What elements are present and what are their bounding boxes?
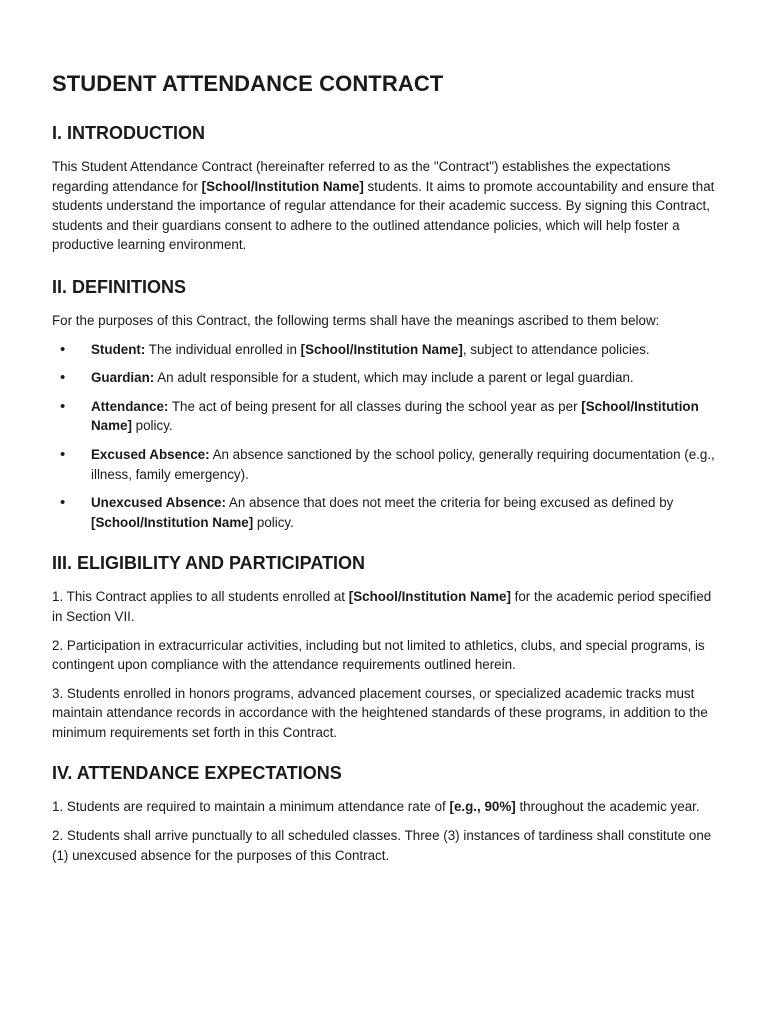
text: 1. Students are required to maintain a minimum attendance rate of [52, 799, 450, 815]
section-heading: III. ELIGIBILITY AND PARTICIPATION [52, 553, 366, 574]
text: The individual enrolled in [145, 341, 301, 357]
section-eligibility [52, 551, 722, 742]
placeholder-text: [e.g., 90%] [449, 799, 516, 815]
paragraph: For the purposes of this Contract, the following terms shall have the meanings ascribed to them below: [52, 312, 660, 328]
paragraph: 3. Students enrolled in honors programs, advanced placement courses, or specialized academic tracks must maintain attendance records in accordance with the heightened standards of these programs, in addition to the minimum requirements set forth in this Contract. [52, 685, 708, 740]
document-title: STUDENT ATTENDANCE CONTRACT [52, 71, 444, 96]
placeholder-text: [School/Institution Name] [91, 398, 699, 434]
text: students. It aims to promote accountability and ensure that students understand the importance of regular attendance for their academic success. By signing this Contract, students and their guardians consent to adhere to the outlined attendance policies, which will help foster a productive learning environment. [52, 178, 715, 253]
list-item [52, 493, 722, 532]
text: policy. [131, 418, 173, 434]
paragraph [52, 797, 722, 817]
placeholder-text: [School/Institution Name] [348, 589, 511, 605]
paragraph [52, 157, 722, 255]
section-heading: I. INTRODUCTION [52, 123, 205, 143]
section-heading: II. DEFINITIONS [52, 276, 187, 297]
bullet-icon: • [60, 494, 66, 512]
bullet-icon: • [60, 340, 66, 358]
document-page [52, 70, 722, 887]
list-item [52, 397, 722, 436]
bullet-icon: • [60, 445, 66, 463]
paragraph: 2. Students shall arrive punctually to all scheduled classes. Three (3) instances of tardiness shall constitute one (1) unexcused absence for the purposes of this Contract. [52, 828, 712, 863]
text: throughout the academic year. [515, 799, 700, 815]
placeholder-text: [School/Institution Name] [201, 178, 364, 194]
text: The act of being present for all classes during the school year as per [168, 398, 582, 414]
placeholder-text: [School/Institution Name] [91, 514, 254, 530]
definition-term: Excused Absence: [91, 446, 210, 462]
text: 1. This Contract applies to all students enrolled at [52, 589, 349, 605]
list-item [52, 340, 722, 360]
text: An absence sanctioned by the school policy, generally requiring documentation (e.g., illness, family emergency). [91, 446, 715, 482]
text: policy. [253, 514, 294, 530]
text: An absence that does not meet the criteria for being excused as defined by [225, 495, 674, 511]
definitions-list [52, 340, 722, 533]
section-definitions [52, 275, 722, 532]
text: , subject to attendance policies. [462, 341, 650, 357]
section-expectations [52, 761, 722, 865]
bullet-icon: • [60, 397, 66, 415]
definition-term: Unexcused Absence: [91, 495, 226, 511]
list-item [52, 445, 722, 484]
section-introduction [52, 121, 722, 255]
section-heading: IV. ATTENDANCE EXPECTATIONS [52, 763, 342, 784]
text: This Student Attendance Contract (hereinafter referred to as the "Contract") establishes the expectations regarding attendance for [52, 159, 671, 194]
text: An adult responsible for a student, which may include a parent or legal guardian. [154, 370, 634, 386]
bullet-icon: • [60, 369, 66, 387]
text: for the academic period specified in Section VII. [52, 589, 712, 624]
definition-term: Attendance: [91, 398, 169, 414]
definition-term: Student: [91, 341, 146, 357]
paragraph: 2. Participation in extracurricular activities, including but not limited to athletics, clubs, and special programs, is contingent upon compliance with the attendance requirements outlined herein. [52, 637, 705, 673]
definition-term: Guardian: [91, 370, 155, 386]
placeholder-text: [School/Institution Name] [300, 341, 463, 357]
list-item [52, 368, 722, 388]
paragraph [52, 587, 722, 626]
